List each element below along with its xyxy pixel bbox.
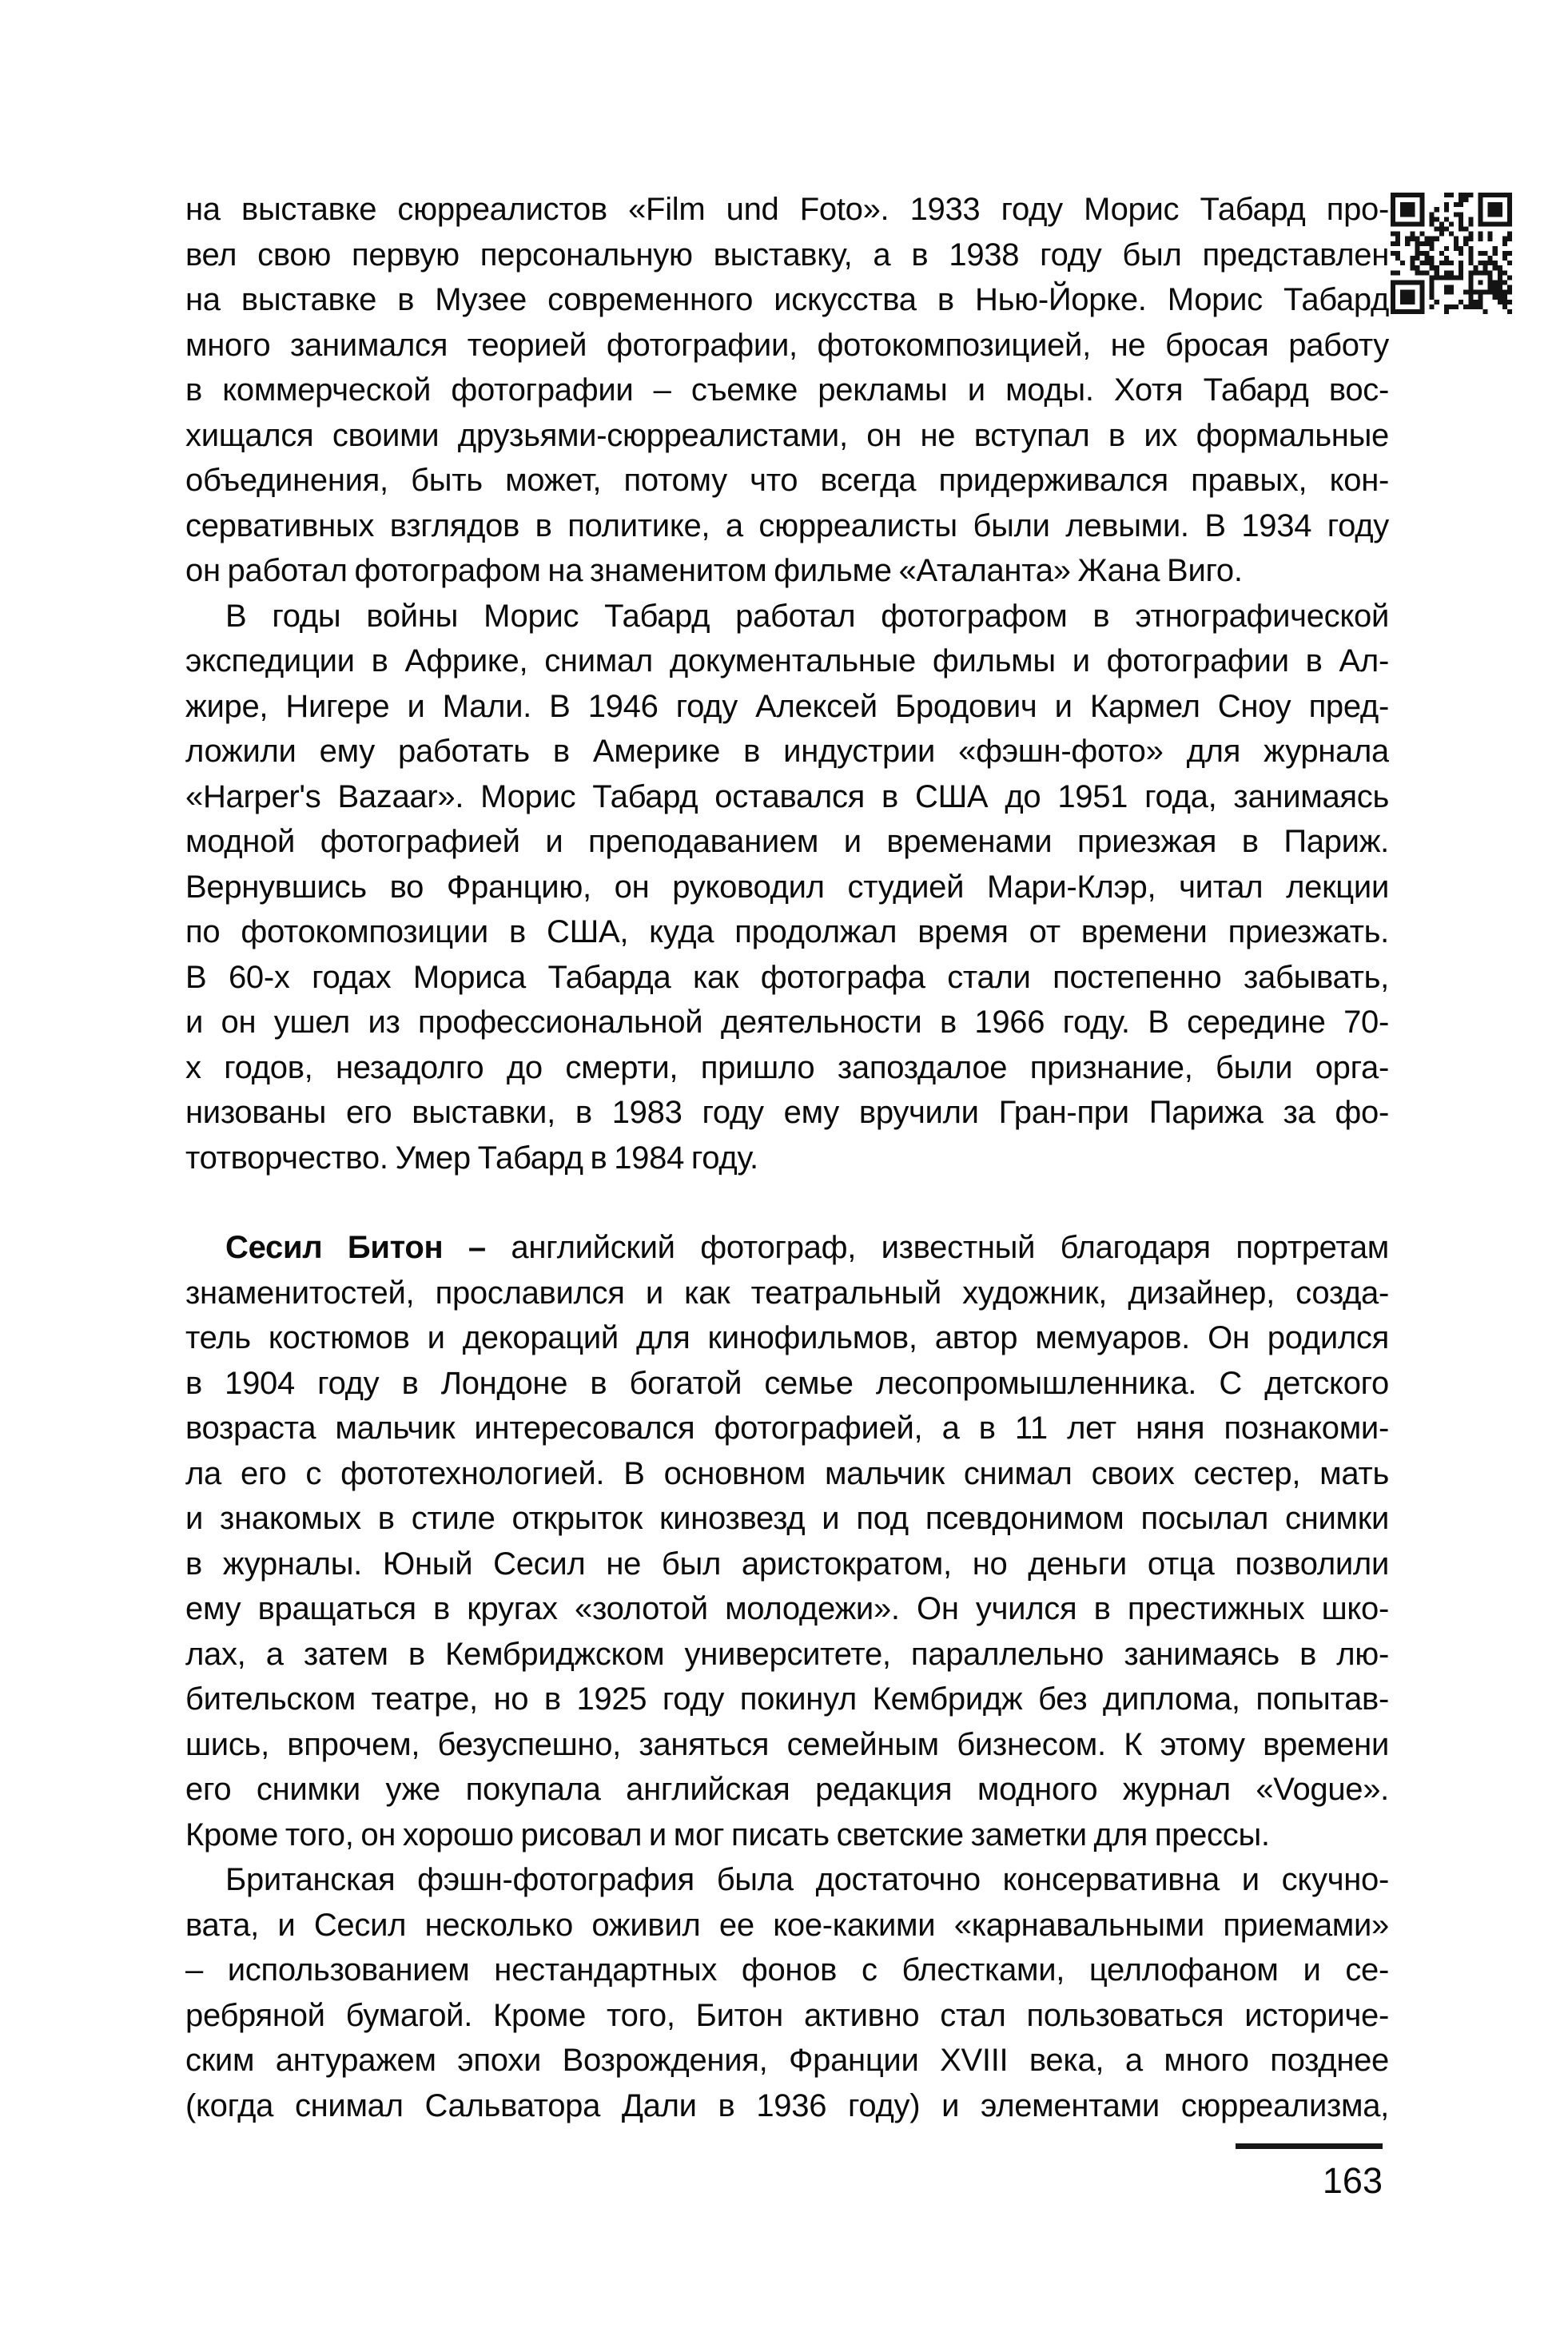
paragraph (185, 187, 1389, 594)
text-line: вата, и Сесил несколько оживил ее кое-какими «карнавальными приемами» (185, 1907, 1389, 1943)
text-line: ему вращаться в кругах «золотой молодежи». Он учился в престижных шко- (185, 1591, 1389, 1626)
qr-code (1391, 193, 1512, 314)
paragraph (185, 594, 1389, 1181)
text-line: он работал фотографом на знаменитом фильме «Аталанта» Жана Виго. (185, 553, 1243, 588)
text-line: в коммерческой фотографии – съемке рекламы и моды. Хотя Табард вос- (185, 372, 1389, 408)
text-line: на выставке сюрреалистов «Film und Foto». 1933 году Морис Табард про- (185, 192, 1389, 227)
text-line: на выставке в Музее современного искусства в Нью-Йорке. Морис Табард (185, 282, 1389, 317)
text-line: в 1904 году в Лондоне в богатой семье лесопромышленника. С детского (185, 1365, 1389, 1401)
text-line: хищался своими друзьями-сюрреалистами, он не вступал в их формальные (185, 417, 1389, 453)
text-line: ложили ему работать в Америке в индустрии «фэшн-фото» для журнала (185, 734, 1389, 769)
text-line: много занимался теорией фотографии, фотокомпозицией, не бросая работу (185, 327, 1389, 363)
text-block (185, 187, 1389, 2128)
line-text: английский фотограф, известный благодаря портретам (485, 1230, 1389, 1265)
page-number: 163 (1322, 2160, 1383, 2201)
text-line: шись, впрочем, безуспешно, заняться семейным бизнесом. К этому времени (185, 1726, 1389, 1762)
text-line: жире, Нигере и Мали. В 1946 году Алексей Бродович и Кармел Сноу пред- (185, 688, 1389, 724)
text-line: по фотокомпозиции в США, куда продолжал время от времени приезжать. (185, 914, 1389, 949)
text-line: его снимки уже покупала английская редакция модного журнал «Vogue». (185, 1772, 1389, 1807)
text-line: – использованием нестандартных фонов с блестками, целлофаном и се- (185, 1952, 1389, 1988)
text-line: в журналы. Юный Сесил не был аристократом, но деньги отца позволили (185, 1546, 1389, 1582)
text-line: модной фотографией и преподаванием и временами приезжая в Париж. (185, 824, 1389, 859)
text-line: «Harper's Bazaar». Морис Табард оставался в США до 1951 года, занимаясь (185, 778, 1389, 814)
text-line (185, 1225, 1389, 1271)
text-line: тель костюмов и декораций для кинофильмов, автор мемуаров. Он родился (185, 1320, 1389, 1355)
text-line: бительском театре, но в 1925 году покинул Кембридж без диплома, попытав- (185, 1681, 1389, 1717)
text-line: Кроме того, он хорошо рисовал и мог писать светские заметки для прессы. (185, 1817, 1270, 1852)
text-line: В 60-х годах Мориса Табарда как фотографа стали постепенно забывать, (185, 959, 1389, 995)
text-line: Вернувшись во Францию, он руководил студией Мари-Клэр, читал лекции (185, 869, 1389, 905)
text-line: (когда снимал Сальватора Дали в 1936 году) и элементами сюрреализма, (185, 2087, 1389, 2123)
text-line: лах, а затем в Кембриджском университете, параллельно занимаясь в лю- (185, 1636, 1389, 1672)
text-line: и он ушел из профессиональной деятельности в 1966 году. В середине 70- (185, 1005, 1389, 1040)
text-line: тотворчество. Умер Табард в 1984 году. (185, 1140, 758, 1176)
footer-rule (1236, 2143, 1383, 2149)
text-line: сервативных взглядов в политике, а сюрреалисты были левыми. В 1934 году (185, 507, 1389, 543)
text-line: экспедиции в Африке, снимал документальные фильмы и фотографии в Ал- (185, 643, 1389, 679)
text-line: и знакомых в стиле открыток кинозвезд и под псевдонимом посылал снимки (185, 1501, 1389, 1536)
text-line: возраста мальчик интересовался фотографией, а в 11 лет няня познакоми- (185, 1411, 1389, 1446)
text-line: вел свою первую персональную выставку, а в 1938 году был представлен (185, 237, 1389, 273)
text-line: ребряной бумагой. Кроме того, Битон активно стал пользоваться историче- (185, 1997, 1389, 2033)
text-line: В годы войны Морис Табард работал фотографом в этнографической (225, 598, 1389, 634)
text-line: х годов, незадолго до смерти, пришло запоздалое признание, были орга- (185, 1049, 1389, 1085)
text-line: низованы его выставки, в 1983 году ему вручили Гран-при Парижа за фо- (185, 1095, 1389, 1130)
bold-lead: Сесил Битон – (225, 1230, 486, 1265)
paragraph (185, 1857, 1389, 2128)
text-line: знаменитостей, прославился и как театральный художник, дизайнер, созда- (185, 1275, 1389, 1311)
text-line: ским антуражем эпохи Возрождения, Франции XVIII века, а много позднее (185, 2043, 1389, 2078)
paragraph (185, 1225, 1389, 1857)
text-line: Британская фэшн-фотография была достаточно консервативна и скучно- (225, 1862, 1389, 1897)
text-line: объединения, быть может, потому что всегда придерживался правых, кон- (185, 463, 1389, 498)
text-line: ла его с фототехнологией. В основном мальчик снимал своих сестер, мать (185, 1455, 1389, 1491)
